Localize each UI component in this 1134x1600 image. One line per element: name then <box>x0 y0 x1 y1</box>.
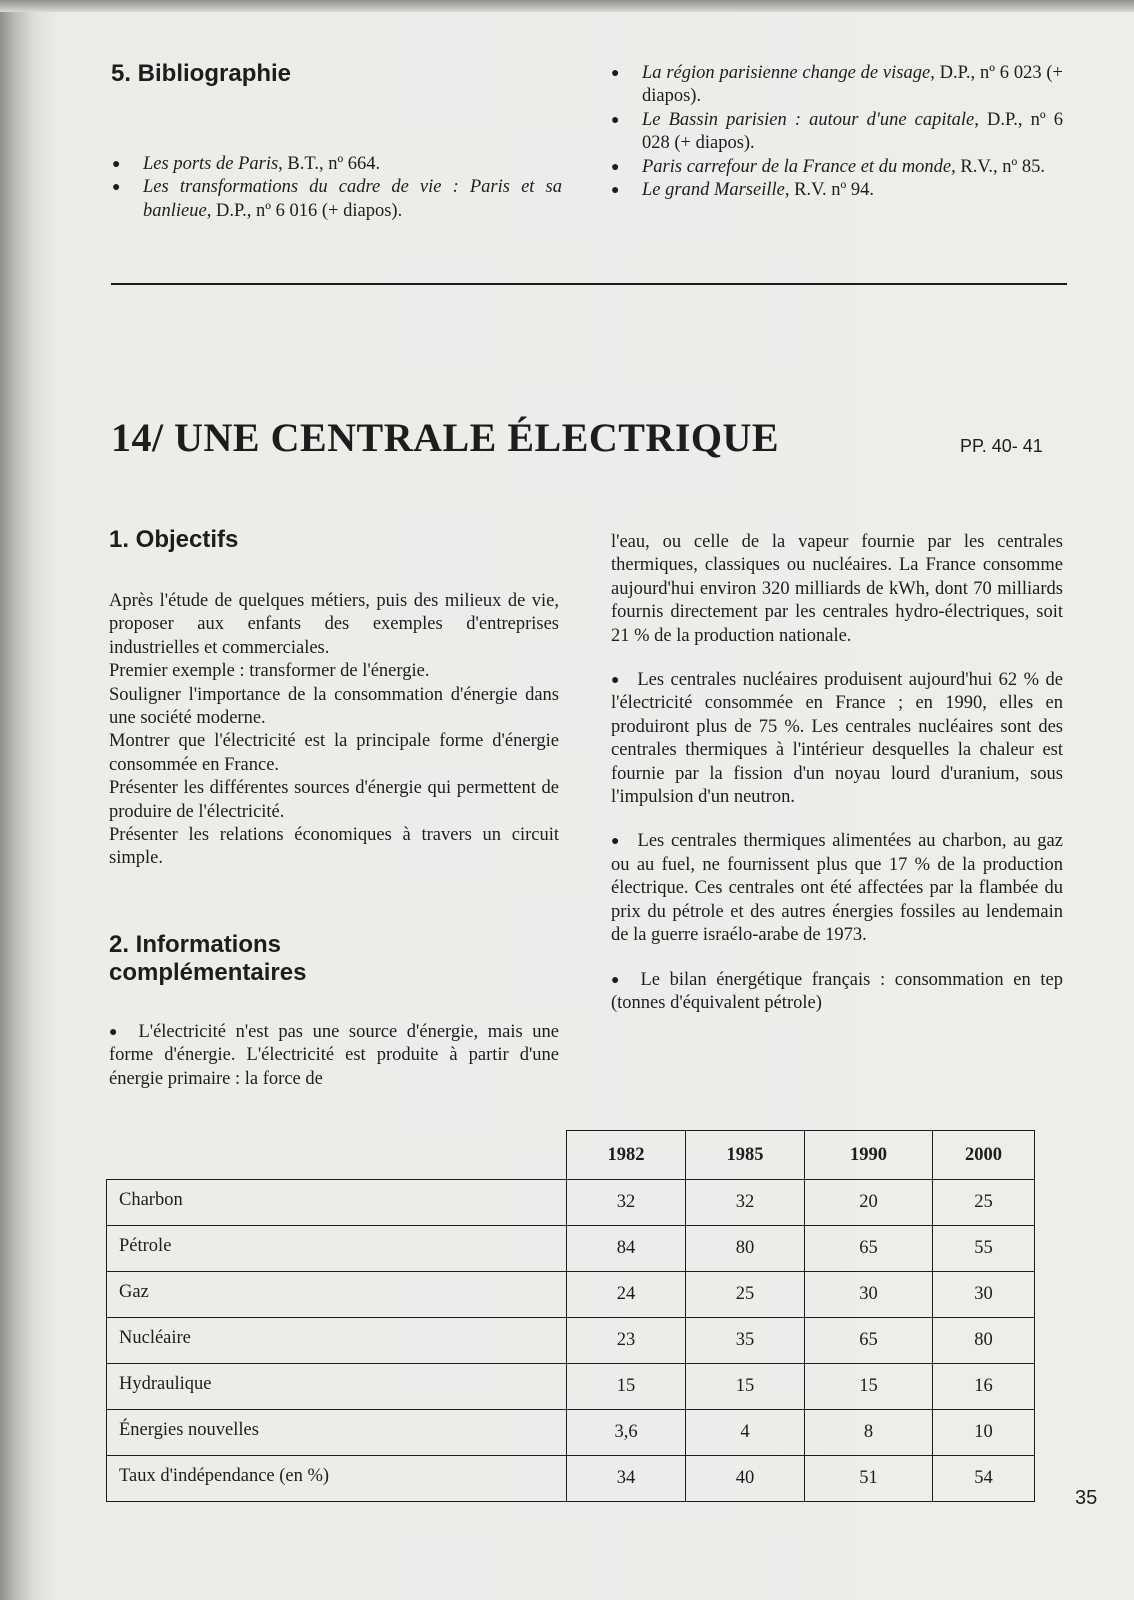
table-cell: 84 <box>567 1226 686 1272</box>
year-header: 1982 <box>567 1131 686 1180</box>
bibliography-item: ● Le grand Marseille, R.V. nº 94. <box>609 179 1063 202</box>
objectifs-heading: 1. Objectifs <box>109 526 239 553</box>
row-label: Énergies nouvelles <box>107 1410 567 1456</box>
table-cell: 80 <box>686 1226 805 1272</box>
table-cell: 65 <box>805 1318 933 1364</box>
page-reference: PP. 40- 41 <box>960 436 1043 456</box>
bibliography-item: ● Paris carrefour de la France et du monde, R.V., nº 85. <box>609 156 1063 179</box>
bibliography-item: ● Le Bassin parisien : autour d'une capitale, D.P., nº 6 028 (+ diapos). <box>611 109 1063 154</box>
year-header: 2000 <box>933 1131 1035 1180</box>
row-label: Gaz <box>107 1272 567 1318</box>
table-row <box>107 1456 1035 1502</box>
table-cell: 23 <box>567 1318 686 1364</box>
objectifs-line: Après l'étude de quelques métiers, puis des milieux de vie, proposer aux enfants des exemples d'entreprises industrielles et commerciales. <box>109 591 559 658</box>
bullet-icon: ● <box>611 834 622 850</box>
row-label: Charbon <box>107 1180 567 1226</box>
table-cell: 24 <box>567 1272 686 1318</box>
table-cell: 35 <box>686 1318 805 1364</box>
table-cell: 32 <box>567 1180 686 1226</box>
table-cell: 34 <box>567 1456 686 1502</box>
objectifs-line: Présenter les relations économiques à travers un circuit simple. <box>109 825 559 869</box>
table-row <box>107 1410 1035 1456</box>
bibliography-item: ● Les ports de Paris, B.T., nº 664. <box>110 153 562 176</box>
objectifs-text <box>109 590 559 871</box>
table-cell: 3,6 <box>567 1410 686 1456</box>
objectifs-line: Montrer que l'électricité est la principale forme d'énergie consommée en France. <box>109 731 559 775</box>
bibliography-right-list <box>609 62 1063 202</box>
bullet-icon: ● <box>611 972 625 988</box>
bullet-icon: ● <box>611 673 622 689</box>
table-header-row <box>107 1131 1035 1180</box>
row-label: Taux d'indépendance (en %) <box>107 1456 567 1502</box>
objectifs-line: Premier exemple : transformer de l'énergie. <box>109 661 430 682</box>
table-row <box>107 1226 1035 1272</box>
bullet-icon: ● <box>112 180 121 196</box>
chapter-title: 14/ UNE CENTRALE ÉLECTRIQUE <box>111 415 780 460</box>
row-label: Nucléaire <box>107 1318 567 1364</box>
table-row <box>107 1180 1035 1226</box>
bullet-icon: ● <box>112 157 121 172</box>
table-cell: 15 <box>686 1364 805 1410</box>
table-row <box>107 1364 1035 1410</box>
table-cell: 40 <box>686 1456 805 1502</box>
energy-balance-table <box>106 1130 1035 1502</box>
table-cell: 16 <box>933 1364 1035 1410</box>
bibliography-item: ● La région parisienne change de visage, D.P., nº 6 023 (+ diapos). <box>611 63 1063 107</box>
informations-para1-left: ● L'électricité n'est pas une source d'énergie, mais une forme d'énergie. L'électricité est produite à partir d'une énergie primaire : la force de <box>109 1022 559 1089</box>
year-header: 1990 <box>805 1131 933 1180</box>
table-row <box>107 1318 1035 1364</box>
objectifs-line: Souligner l'importance de la consommation d'énergie dans une société moderne. <box>109 684 559 729</box>
row-label: Pétrole <box>107 1226 567 1272</box>
table-cell: 10 <box>933 1410 1035 1456</box>
objectifs-line: Présenter les différentes sources d'énergie qui permettent de produire de l'électricité. <box>109 778 559 822</box>
table-cell: 15 <box>567 1364 686 1410</box>
table-cell: 65 <box>805 1226 933 1272</box>
table-cell: 20 <box>805 1180 933 1226</box>
table-row <box>107 1272 1035 1318</box>
table-cell: 51 <box>805 1456 933 1502</box>
table-cell: 25 <box>933 1180 1035 1226</box>
table-cell: 8 <box>805 1410 933 1456</box>
bullet-icon: ● <box>109 1025 123 1040</box>
bullet-icon: ● <box>611 183 620 199</box>
bibliography-item: ● Les transformations du cadre de vie : Paris et sa banlieue, D.P., nº 6 016 (+ diapos). <box>112 177 562 221</box>
table-cell: 55 <box>933 1226 1035 1272</box>
row-label: Hydraulique <box>107 1364 567 1410</box>
table-cell: 15 <box>805 1364 933 1410</box>
page-top-edge <box>0 0 1134 12</box>
informations-right-column <box>611 531 1063 1015</box>
year-header: 1985 <box>686 1131 805 1180</box>
table-cell: 30 <box>805 1272 933 1318</box>
informations-para4: ● Le bilan énergétique français : consommation en tep (tonnes d'équivalent pétrole) <box>611 969 1063 1013</box>
table-cell: 4 <box>686 1410 805 1456</box>
table-cell: 32 <box>686 1180 805 1226</box>
table-cell: 54 <box>933 1456 1035 1502</box>
informations-heading: 2. Informations complémentaires <box>109 931 307 986</box>
bullet-icon: ● <box>611 66 620 81</box>
bibliography-heading: 5. Bibliographie <box>111 60 292 87</box>
table-cell: 80 <box>933 1318 1035 1364</box>
informations-para3: ● Les centrales thermiques alimentées au charbon, au gaz ou au fuel, ne fournissent plus que 17 % de la production électrique. Ces centrales ont été affectées par la flambée du prix du pétrole et des autres énergies fossiles au lendemain de la guerre israélo-arabe de 1973. <box>611 831 1063 946</box>
section-divider <box>111 283 1067 285</box>
bibliography-left-list <box>110 153 562 223</box>
table-corner <box>107 1131 567 1180</box>
page-number: 35 <box>1075 1487 1098 1509</box>
informations-para2: ● Les centrales nucléaires produisent aujourd'hui 62 % de l'électricité consommée en France ; en 1990, elles en produiront plus de 75 %. Les centrales nucléaires sont des centrales thermiques à l'intérieur desquelles la chaleur est fournie par la fission d'un noyau lourd d'uranium, sous l'impulsion d'un neutron. <box>611 670 1063 808</box>
bullet-icon: ● <box>611 159 620 175</box>
informations-para1-right: l'eau, ou celle de la vapeur fournie par les centrales thermiques, classiques ou nucléaires. La France consomme aujourd'hui environ 320 milliards de kWh, dont 70 milliards fournis directement par les centrales hydro-électriques, soit 21 % de la production nationale. <box>611 532 1063 646</box>
table-cell: 30 <box>933 1272 1035 1318</box>
table-cell: 25 <box>686 1272 805 1318</box>
bullet-icon: ● <box>611 112 620 128</box>
